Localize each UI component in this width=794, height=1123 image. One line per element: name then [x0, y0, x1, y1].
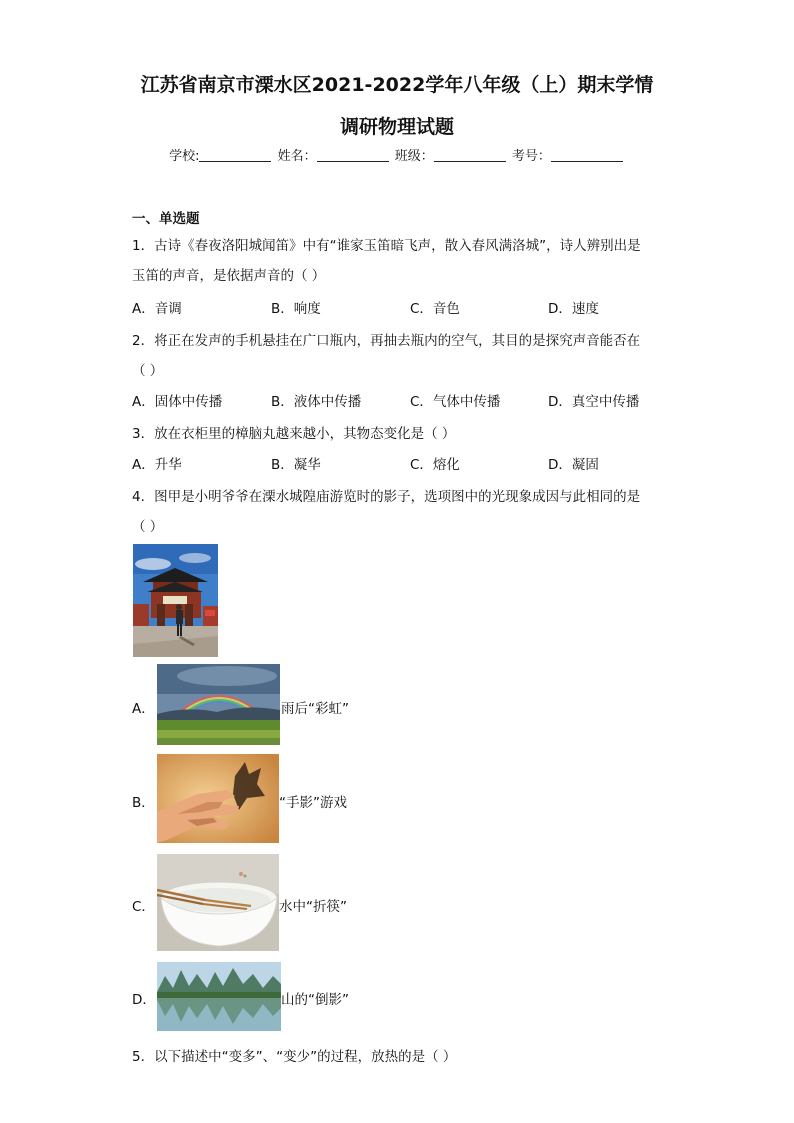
q1-option-c: C．音色 — [410, 301, 460, 317]
q1-stem-line1: 1．古诗《春夜洛阳城闻笛》中有“谁家玉笛暗飞声，散入春风满洛城”，诗人辨别出是 — [132, 238, 641, 254]
q4-option-b-caption: “手影”游戏 — [279, 795, 347, 811]
figure-temple-shadow-photo — [133, 544, 218, 657]
school-label: 学校: — [169, 149, 200, 164]
q4-option-a-caption: 雨后“彩虹” — [281, 701, 349, 717]
exam-number-blank — [551, 149, 623, 162]
name-blank — [317, 149, 389, 162]
q4-stem-line1: 4．图甲是小明爷爷在溧水城隍庙游览时的影子，选项图中的光现象成因与此相同的是 — [132, 489, 641, 505]
q4-option-b-label: B． — [132, 795, 155, 811]
q2-option-b: B．液体中传播 — [271, 394, 362, 410]
q4-stem-line2: （ ） — [132, 519, 164, 535]
q2-stem-line1: 2．将正在发声的手机悬挂在广口瓶内，再抽去瓶内的空气，其目的是探究声音能否在 — [132, 333, 641, 349]
class-label: 班级： — [394, 149, 434, 164]
exam-number-label: 考号： — [511, 149, 551, 164]
q4-option-a-label: A． — [132, 701, 155, 717]
mountain-reflection-photo — [157, 962, 281, 1031]
bent-chopsticks-photo — [157, 854, 279, 951]
q1-option-d: D．速度 — [548, 301, 599, 317]
q4-option-c-label: C． — [132, 899, 155, 915]
q4-option-d-label: D． — [132, 992, 156, 1008]
q3-option-c: C．熔化 — [410, 457, 460, 473]
q5-stem-line1: 5．以下描述中“变多”、“变少”的过程，放热的是（ ） — [132, 1049, 457, 1065]
q2-option-d: D．真空中传播 — [548, 394, 640, 410]
exam-title-line1: 江苏省南京市溧水区2021-2022学年八年级（上）期末学情 — [140, 74, 654, 96]
name-label: 姓名： — [277, 149, 317, 164]
school-blank — [199, 149, 271, 162]
q4-option-c-caption: 水中“折筷” — [279, 899, 347, 915]
section-title: 一、单选题 — [132, 211, 200, 227]
hand-shadow-photo — [157, 754, 279, 843]
q2-option-c: C．气体中传播 — [410, 394, 501, 410]
q3-option-a: A．升华 — [132, 457, 182, 473]
q1-option-b: B．响度 — [271, 301, 321, 317]
q4-option-d-caption: 山的“倒影” — [281, 992, 349, 1008]
q3-option-b: B．凝华 — [271, 457, 321, 473]
q2-option-a: A．固体中传播 — [132, 394, 223, 410]
rainbow-photo — [157, 664, 280, 745]
exam-title-line2: 调研物理试题 — [339, 116, 454, 138]
q3-stem-line1: 3．放在衣柜里的樟脑丸越来越小，其物态变化是（ ） — [132, 426, 456, 442]
class-blank — [434, 149, 506, 162]
q2-stem-line2: （ ） — [132, 363, 164, 379]
q1-option-a: A．音调 — [132, 301, 182, 317]
q1-stem-line2: 玉笛的声音，是依据声音的（ ） — [132, 268, 326, 284]
q3-option-d: D．凝固 — [548, 457, 599, 473]
student-info-row — [0, 145, 794, 164]
